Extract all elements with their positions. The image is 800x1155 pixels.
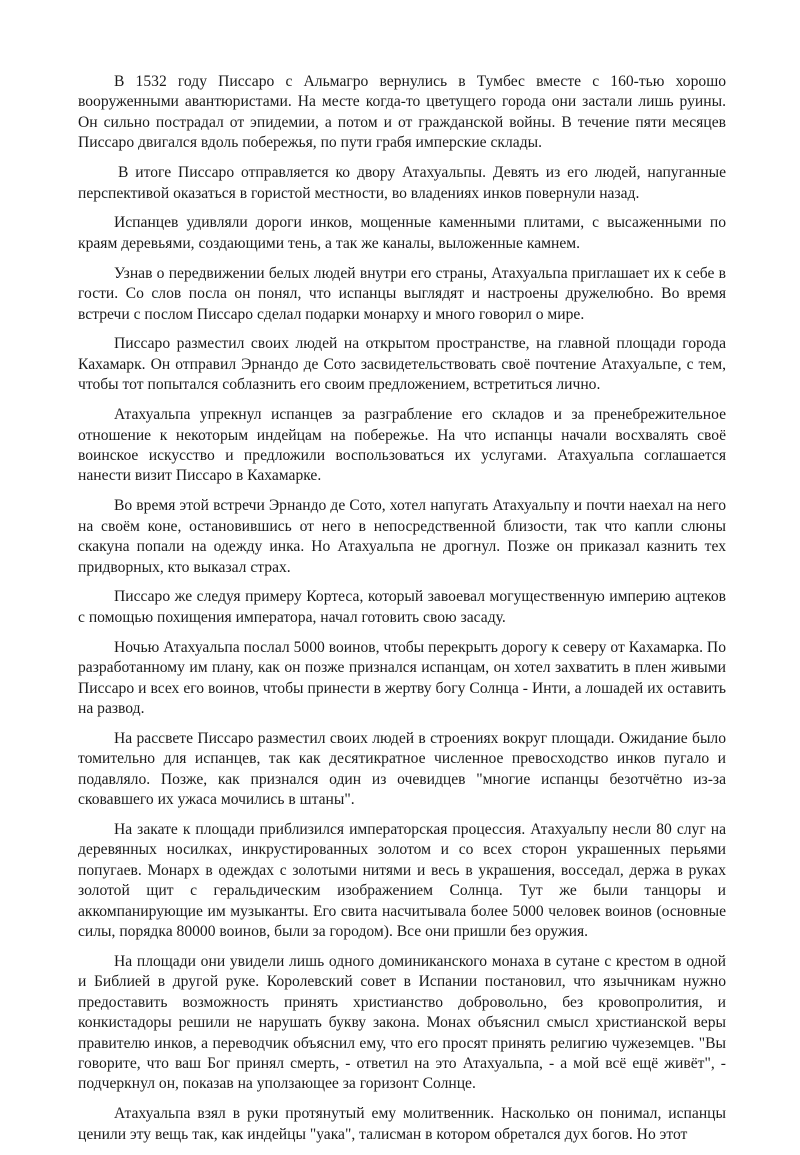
paragraph-8: Писсаро же следуя примеру Кортеса, который завоевал могущественную империю ацтеков с помощью похищения императора, начал готовить свою засаду. xyxy=(78,588,726,626)
paragraph-12: На площади они увидели лишь одного доминиканского монаха в сутане с крестом в одной и Библией в другой руке. Королевский совет в Испании постановил, что язычникам нужно предоставить возможность принять христианство добровольно, без кровопролития, и конкистадоры решили не нарушать букву закона. Монах объяснил смысл христианской веры правителю инков, а переводчик объяснил ему, что его просят принять религию чужеземцев. "Вы говорите, что ваш Бог принял смерть, - ответил на это Атахуальпа, - а мой всё ещё живёт", - подчеркнул он, показав на уползающее за горизонт Солнце. xyxy=(78,952,726,1093)
paragraph-9: Ночью Атахуальпа послал 5000 воинов, чтобы перекрыть дорогу к северу от Кахамарка. По разработанному им плану, как он позже признался испанцам, он хотел захватить в плен живыми Писсаро и всех его воинов, чтобы принести в жертву богу Солнца - Инти, а лошадей их оставить на развод. xyxy=(78,638,726,717)
paragraph-6: Атахуальпа упрекнул испанцев за разграбление его складов и за пренебрежительное отношение к некоторым индейцам на побережье. На что испанцы начали восхвалять своё воинское искусство и предложили воспользоваться их услугами. Атахуальпа соглашается нанести визит Писсаро в Кахамарке. xyxy=(78,406,726,485)
paragraph-7: Во время этой встречи Эрнандо де Сото, хотел напугать Атахуальпу и почти наехал на него на своём коне, остановившись от него в непосредственной близости, так что капли слюны скакуна попали на одежду инка. Но Атахуальпа не дрогнул. Позже он приказал казнить тех придворных, кто выказал страх. xyxy=(78,497,726,576)
paragraph-3: Испанцев удивляли дороги инков, мощенные каменными плитами, с высаженными по краям деревьями, создающими тень, а так же каналы, выложенные камнем. xyxy=(78,214,726,252)
paragraph-2: В итоге Писсаро отправляется ко двору Атахуальпы. Девять из его людей, напуганные перспективой оказаться в гористой местности, во владениях инков повернули назад. xyxy=(78,164,726,202)
document-body xyxy=(78,72,726,1155)
paragraph-13: Атахуальпа взял в руки протянутый ему молитвенник. Насколько он понимал, испанцы ценили эту вещь так, как индейцы "уака", талисман в котором обретался дух богов. Но этот xyxy=(78,1105,726,1143)
paragraph-4: Узнав о передвижении белых людей внутри его страны, Атахуальпа приглашает их к себе в гости. Со слов посла он понял, что испанцы выглядят и настроены дружелюбно. Во время встречи с послом Писсаро сделал подарки монарху и много говорил о мире. xyxy=(78,264,726,323)
paragraph-11: На закате к площади приблизился императорская процессия. Атахуальпу несли 80 слуг на деревянных носилках, инкрустированных золотом и со всех сторон украшенных перьями попугаев. Монарх в одеждах с золотыми нитями и весь в украшения, восседал, держа в руках золотой щит с геральдическим изображением Солнца. Тут же были танцоры и аккомпанирующие им музыканты. Его свита насчитывала более 5000 человек воинов (основные силы, порядка 80000 воинов, были за городом). Все они пришли без оружия. xyxy=(78,821,726,941)
paragraph-10: На рассвете Писсаро разместил своих людей в строениях вокруг площади. Ожидание было томительно для испанцев, так как десятикратное численное превосходство инков пугало и подавляло. Позже, как признался один из очевидцев "многие испанцы безотчётно из-за сковавшего их ужаса мочились в штаны". xyxy=(78,729,726,809)
paragraph-5: Писсаро разместил своих людей на открытом пространстве, на главной площади города Кахамарк. Он отправил Эрнандо де Сото засвидетельствовать своё почтение Атахуальпе, с тем, чтобы тот попытался соблазнить его своим предложением, встретиться лично. xyxy=(78,335,726,394)
paragraph-1: В 1532 году Писсаро с Альмагро вернулись в Тумбес вместе с 160-тью хорошо вооруженными авантюристами. На месте когда-то цветущего города они застали лишь руины. Он сильно пострадал от эпидемии, а потом и от гражданской войны. В течение пяти месяцев Писсаро двигался вдоль побережья, по пути грабя имперские склады. xyxy=(78,73,726,152)
